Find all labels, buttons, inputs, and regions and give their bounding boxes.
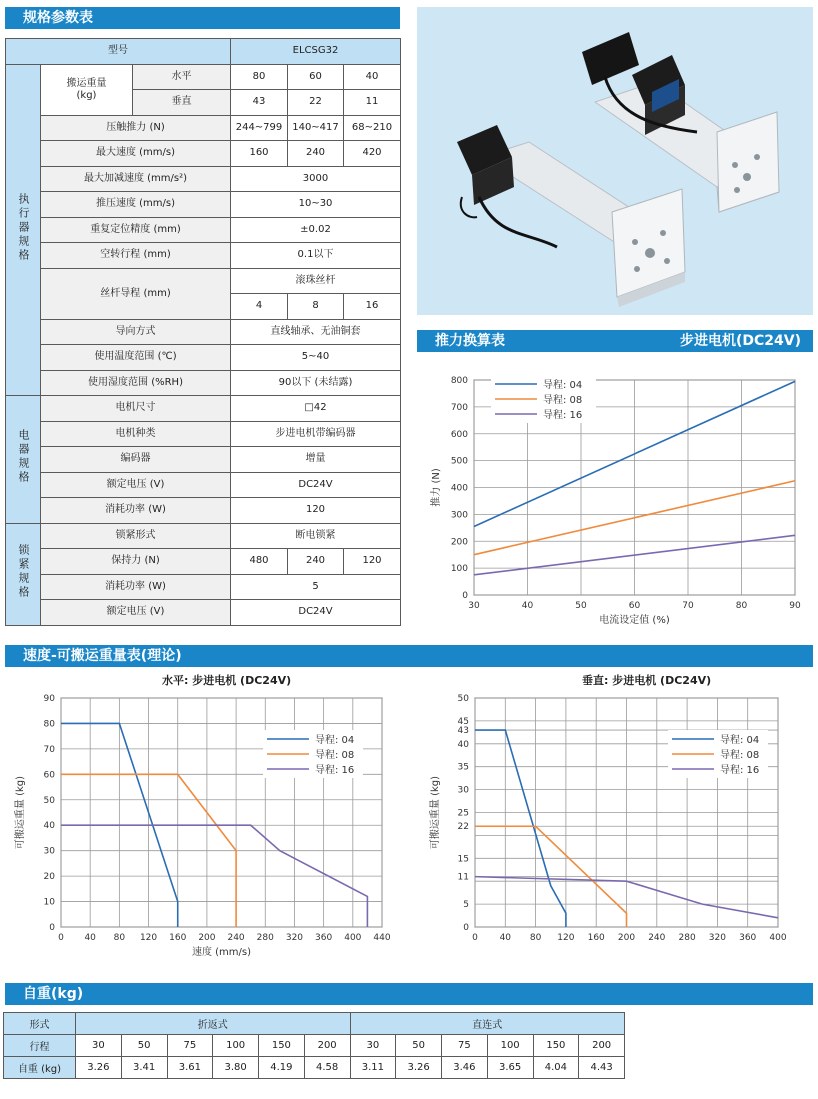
- x-tick-label: 360: [739, 933, 757, 943]
- repeat-val: ±0.02: [231, 217, 401, 243]
- x-tick-label: 400: [769, 933, 787, 943]
- x-tick-label: 400: [344, 933, 362, 943]
- y-tick-label: 45: [457, 716, 469, 727]
- speed-val: 420: [344, 141, 401, 167]
- screw-val: 8: [288, 294, 344, 320]
- payload-label: 搬运重量 (kg): [41, 64, 133, 115]
- x-tick-label: 40: [499, 933, 512, 943]
- horizontal-label: 水平: [133, 64, 231, 90]
- v-val: 11: [344, 90, 401, 116]
- weight-cell: 4.43: [579, 1057, 625, 1079]
- x-tick-label: 240: [648, 933, 666, 943]
- hold-val: 240: [288, 549, 344, 575]
- lock-voltage-label: 额定电压 (V): [41, 600, 231, 626]
- speed-label: 最大速度 (mm/s): [41, 141, 231, 167]
- voltage-val: DC24V: [231, 472, 401, 498]
- spec-header: 规格参数表: [5, 7, 400, 29]
- group-lock: 锁紧规格: [6, 523, 41, 625]
- h-val: 60: [288, 64, 344, 90]
- x-tick-label: 440: [373, 933, 391, 943]
- x-tick-label: 320: [285, 933, 304, 943]
- power-val: 120: [231, 498, 401, 524]
- lock-power-label: 消耗功率 (W): [41, 574, 231, 600]
- thrust-chart: [417, 355, 815, 635]
- guide-label: 导向方式: [41, 319, 231, 345]
- lock-type-label: 锁紧形式: [41, 523, 231, 549]
- x-tick-label: 320: [708, 933, 726, 943]
- legend-label: 导程: 04: [543, 380, 583, 391]
- group-actuator: 执行器规格: [6, 64, 41, 396]
- stroke-cell: 75: [442, 1035, 488, 1057]
- y-tick-label: 200: [450, 537, 468, 548]
- y-tick-label: 50: [43, 795, 55, 806]
- y-tick-label: 20: [43, 872, 55, 883]
- legend-label: 导程: 08: [720, 750, 760, 761]
- motor-type-label: 电机种类: [41, 421, 231, 447]
- lock-power-val: 5: [231, 574, 401, 600]
- screw-val: 4: [231, 294, 288, 320]
- speed-right-title: 垂直: 步进电机 (DC24V): [582, 674, 712, 687]
- weight-cell: 4.04: [533, 1057, 579, 1079]
- legend-label: 导程: 04: [315, 735, 355, 746]
- actuator-illustration: [417, 7, 813, 315]
- y-tick-label: 90: [43, 694, 55, 704]
- weight-cell: 3.80: [213, 1057, 259, 1079]
- x-tick-label: 0: [472, 933, 478, 943]
- push-val: 140~417: [288, 115, 344, 141]
- y-tick-label: 800: [450, 376, 468, 386]
- model-value: ELCSG32: [231, 39, 401, 65]
- x-tick-label: 160: [169, 933, 187, 943]
- straight-label: 直连式: [350, 1013, 625, 1035]
- y-tick-label: 50: [457, 694, 469, 704]
- thrust-header: 推力换算表 步进电机(DC24V): [417, 330, 813, 352]
- stroke-cell: 200: [579, 1035, 625, 1057]
- legend-label: 导程: 08: [543, 395, 583, 406]
- vertical-label: 垂直: [133, 90, 231, 116]
- idle-label: 空转行程 (mm): [41, 243, 231, 269]
- legend-label: 导程: 16: [543, 410, 583, 421]
- hold-val: 120: [344, 549, 401, 575]
- lock-type-val: 断电锁紧: [231, 523, 401, 549]
- speed-left-title: 水平: 步进电机 (DC24V): [162, 674, 292, 687]
- y-tick-label: 43: [457, 726, 469, 737]
- weight-cell: 3.46: [442, 1057, 488, 1079]
- y-tick-label: 0: [462, 591, 468, 601]
- weight-cell: 3.61: [167, 1057, 213, 1079]
- x-tick-label: 200: [617, 933, 636, 943]
- weight-cell: 3.26: [396, 1057, 442, 1079]
- thrust-header-right: 步进电机(DC24V): [679, 333, 801, 349]
- pushspeed-label: 推压速度 (mm/s): [41, 192, 231, 218]
- y-tick-label: 400: [450, 483, 468, 494]
- stroke-cell: 100: [487, 1035, 533, 1057]
- model-label: 型号: [6, 39, 231, 65]
- push-val: 68~210: [344, 115, 401, 141]
- v-val: 43: [231, 90, 288, 116]
- weight-cell: 3.41: [121, 1057, 167, 1079]
- x-tick-label: 0: [58, 933, 64, 943]
- legend-label: 导程: 04: [720, 735, 760, 746]
- weight-cell: 3.26: [76, 1057, 122, 1079]
- y-tick-label: 11: [457, 872, 469, 883]
- accel-label: 最大加减速度 (mm/s²): [41, 166, 231, 192]
- y-tick-label: 700: [450, 402, 468, 413]
- weight-header: 自重(kg): [5, 983, 813, 1005]
- speed-val: 240: [288, 141, 344, 167]
- power-label: 消耗功率 (W): [41, 498, 231, 524]
- push-label: 压触推力 (N): [41, 115, 231, 141]
- x-tick-label: 60: [628, 601, 641, 611]
- motor-size-label: 电机尺寸: [41, 396, 231, 422]
- x-tick-label: 40: [84, 933, 96, 943]
- weight-cell: 3.11: [350, 1057, 396, 1079]
- x-tick-label: 120: [557, 933, 575, 943]
- y-tick-label: 80: [43, 719, 55, 730]
- weight-cell: 4.58: [304, 1057, 350, 1079]
- weight-cell: 4.19: [259, 1057, 305, 1079]
- form-label: 形式: [4, 1013, 76, 1035]
- y-tick-label: 40: [457, 739, 469, 750]
- x-tick-label: 240: [227, 933, 245, 943]
- stroke-cell: 30: [350, 1035, 396, 1057]
- y-tick-label: 10: [43, 897, 55, 908]
- x-tick-label: 280: [678, 933, 696, 943]
- x-tick-label: 120: [139, 933, 158, 943]
- x-tick-label: 50: [575, 601, 587, 611]
- y-tick-label: 30: [457, 785, 469, 796]
- h-val: 40: [344, 64, 401, 90]
- speed-header: 速度-可搬运重量表(理论): [5, 645, 813, 667]
- hold-val: 480: [231, 549, 288, 575]
- legend-label: 导程: 08: [315, 750, 355, 761]
- vertical-speed-chart: [420, 688, 815, 958]
- stroke-cell: 200: [304, 1035, 350, 1057]
- weight-cell: 3.65: [487, 1057, 533, 1079]
- repeat-label: 重复定位精度 (mm): [41, 217, 231, 243]
- y-tick-label: 600: [450, 429, 468, 440]
- x-tick-label: 30: [468, 601, 480, 611]
- hold-label: 保持力 (N): [41, 549, 231, 575]
- hum-val: 90以下 (未结露): [231, 370, 401, 396]
- y-tick-label: 500: [450, 456, 468, 467]
- y-tick-label: 100: [450, 564, 468, 575]
- legend-label: 导程: 16: [720, 765, 760, 776]
- stroke-cell: 150: [259, 1035, 305, 1057]
- h-val: 80: [231, 64, 288, 90]
- y-tick-label: 15: [457, 854, 469, 865]
- spec-table: [5, 38, 401, 626]
- group-electric: 电器规格: [6, 396, 41, 524]
- voltage-label: 额定电压 (V): [41, 472, 231, 498]
- encoder-label: 编码器: [41, 447, 231, 473]
- y-tick-label: 60: [43, 770, 55, 781]
- weight-label: 自重 (kg): [4, 1057, 76, 1079]
- stroke-cell: 150: [533, 1035, 579, 1057]
- stroke-cell: 30: [76, 1035, 122, 1057]
- motor-type-val: 步进电机带编码器: [231, 421, 401, 447]
- x-axis-label: 速度 (mm/s): [191, 947, 252, 958]
- lock-voltage-val: DC24V: [231, 600, 401, 626]
- screw-type: 滚珠丝杆: [231, 268, 401, 294]
- push-val: 244~799: [231, 115, 288, 141]
- x-axis-label: 电流设定值 (%): [599, 615, 670, 626]
- horizontal-speed-chart: [5, 688, 405, 978]
- x-tick-label: 160: [587, 933, 605, 943]
- pushspeed-val: 10~30: [231, 192, 401, 218]
- screw-label: 丝杆导程 (mm): [41, 268, 231, 319]
- stroke-cell: 75: [167, 1035, 213, 1057]
- guide-val: 直线轴承、无油铜套: [231, 319, 401, 345]
- y-axis-label: 可搬运重量 (kg): [430, 775, 441, 850]
- x-tick-label: 280: [256, 933, 274, 943]
- temp-label: 使用温度范围 (℃): [41, 345, 231, 371]
- y-tick-label: 5: [463, 900, 469, 911]
- x-tick-label: 90: [789, 601, 801, 611]
- x-tick-label: 360: [315, 933, 333, 943]
- x-tick-label: 40: [521, 601, 534, 611]
- stroke-cell: 100: [213, 1035, 259, 1057]
- y-tick-label: 35: [457, 762, 469, 773]
- stroke-cell: 50: [121, 1035, 167, 1057]
- legend-label: 导程: 16: [315, 765, 355, 776]
- y-tick-label: 0: [463, 923, 469, 933]
- motor-size-val: □42: [231, 396, 401, 422]
- x-tick-label: 80: [113, 933, 126, 943]
- y-tick-label: 30: [43, 846, 55, 857]
- fold-label: 折返式: [76, 1013, 351, 1035]
- x-tick-label: 200: [198, 933, 216, 943]
- y-tick-label: 40: [43, 821, 55, 832]
- x-tick-label: 80: [735, 601, 748, 611]
- product-photo: [417, 7, 813, 315]
- x-tick-label: 70: [682, 601, 694, 611]
- temp-val: 5~40: [231, 345, 401, 371]
- screw-val: 16: [344, 294, 401, 320]
- y-tick-label: 300: [450, 510, 468, 521]
- stroke-label: 行程: [4, 1035, 76, 1057]
- idle-val: 0.1以下: [231, 243, 401, 269]
- v-val: 22: [288, 90, 344, 116]
- x-tick-label: 80: [529, 933, 542, 943]
- hum-label: 使用湿度范围 (%RH): [41, 370, 231, 396]
- accel-val: 3000: [231, 166, 401, 192]
- encoder-val: 增量: [231, 447, 401, 473]
- y-tick-label: 25: [457, 808, 469, 819]
- y-tick-label: 70: [43, 744, 55, 755]
- y-tick-label: 0: [49, 923, 55, 933]
- y-tick-label: 22: [457, 822, 469, 833]
- y-axis-label: 推力 (N): [431, 468, 442, 507]
- weight-table: [3, 1012, 625, 1079]
- stroke-cell: 50: [396, 1035, 442, 1057]
- speed-val: 160: [231, 141, 288, 167]
- y-axis-label: 可搬运重量 (kg): [15, 775, 26, 850]
